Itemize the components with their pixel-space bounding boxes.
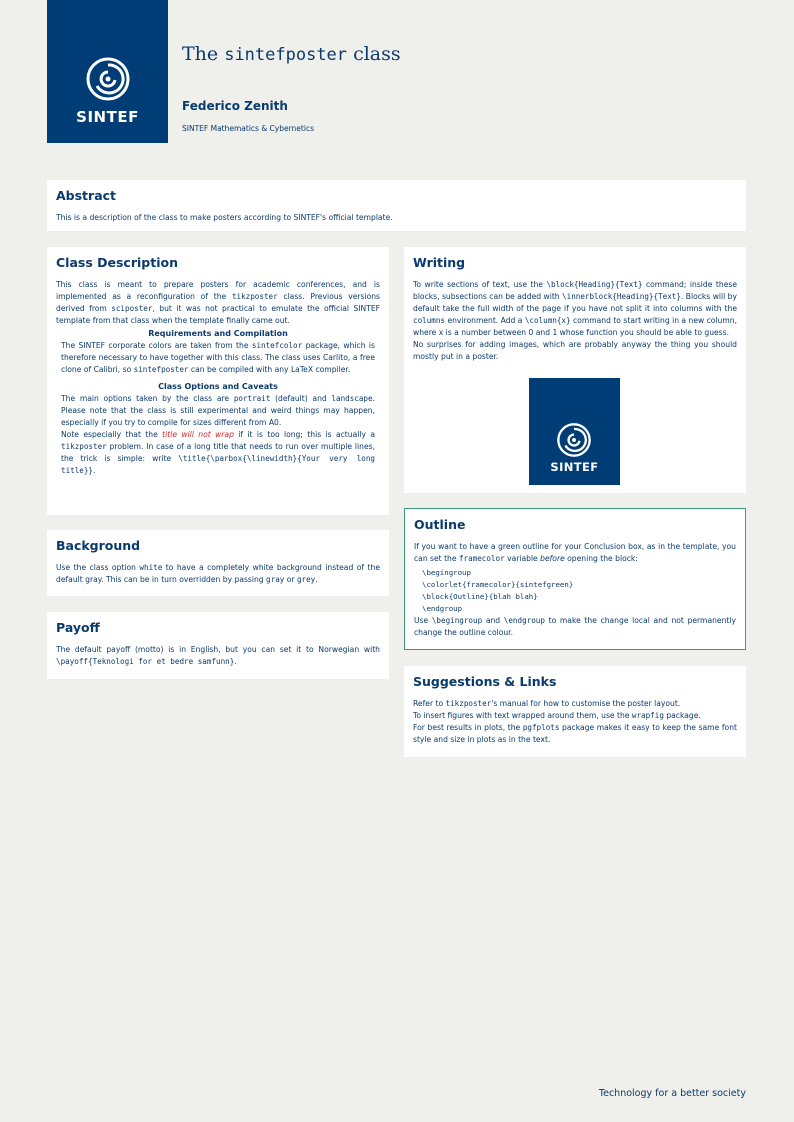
payoff-heading: Payoff bbox=[56, 620, 100, 635]
class-description-intro: This class is meant to prepare posters for academic conferences, and is implemented as a reconfiguration of the tikzposter class. Previous versions derived from sciposter, but it was not practical to emulate the official SINTEF template from that class when the template finally came out. bbox=[56, 280, 381, 325]
outline-code-line: \begingroup bbox=[422, 568, 471, 577]
outline-text: If you want to have a green outline for your Conclusion box, as in the template, you can set the framecolor variable before opening the block: bbox=[414, 542, 736, 563]
sintef-logo-panel bbox=[47, 0, 168, 143]
outline-block bbox=[404, 508, 746, 650]
title-prefix: The bbox=[182, 43, 219, 65]
requirements-subheading: Requirements and Compilation bbox=[148, 329, 288, 338]
author-institute: SINTEF Mathematics & Cybernetics bbox=[182, 124, 314, 133]
outline-code-line: \colorlet{framecolor}{sintefgreen} bbox=[422, 580, 574, 589]
title-wrap-note: Note especially that the title will not wrap if it is too long; this is actually a tikzposter problem. In case of a long title that needs to run over multiple lines, the trick is simple: write \title{\parbox{\linewidth}{Your very long title}}. bbox=[61, 430, 375, 475]
options-text: The main options taken by the class are portrait (default) and landscape. Please note that the class is still experimental and weird things may happen, especially if you try to compile for sizes different from A0. bbox=[61, 394, 375, 427]
logo-wordmark: SINTEF bbox=[76, 108, 139, 126]
writing-text: To write sections of text, use the \block{Heading}{Text} command; inside these blocks, subsections can be added with \innerblock{Heading}{Text}. Blocks will by default take the full width of the page if you have not split it into columns with the columns environment. Add a \column{x} command to start writing in a new column, where x is a number between 0 and 1 whose function you should be able to guess. bbox=[413, 280, 737, 337]
title-suffix: class bbox=[353, 43, 401, 65]
outline-scope-note: Use \begingroup and \endgroup to make the change local and not permanently change the outline colour. bbox=[414, 616, 736, 637]
suggestion-item: To insert figures with text wrapped around them, use the wrapfig package. bbox=[413, 711, 701, 720]
abstract-heading: Abstract bbox=[56, 188, 117, 203]
options-subheading: Class Options and Caveats bbox=[158, 382, 278, 391]
outline-code-line: \endgroup bbox=[422, 604, 463, 613]
suggestions-block bbox=[404, 666, 746, 757]
writing-images-note: No surprises for adding images, which are probably anyway the thing you should mostly put in a poster. bbox=[413, 340, 737, 361]
sintef-symbol-icon bbox=[85, 56, 131, 102]
suggestion-item: For best results in plots, the pgfplots package makes it easy to keep the same font style and size in plots as in the text. bbox=[413, 723, 737, 744]
payoff-text: The default payoff (motto) is in English, but you can set it to Norwegian with \payoff{Teknologi for et bedre samfunn}. bbox=[56, 645, 380, 666]
suggestion-item: Refer to tikzposter's manual for how to customise the poster layout. bbox=[413, 699, 681, 708]
logo-wordmark: SINTEF bbox=[550, 460, 599, 474]
sintef-logo-image bbox=[529, 378, 620, 485]
writing-heading: Writing bbox=[413, 255, 466, 270]
class-description-heading: Class Description bbox=[56, 255, 178, 270]
writing-block bbox=[404, 247, 746, 493]
background-text: Use the class option white to have a completely white background instead of the default gray. This can be in turn overridden by passing gray or grey. bbox=[56, 563, 381, 584]
outline-heading: Outline bbox=[414, 517, 466, 532]
abstract-block bbox=[47, 180, 746, 231]
poster-title bbox=[182, 43, 401, 65]
abstract-text: This is a description of the class to make posters according to SINTEF's official template. bbox=[56, 213, 393, 222]
payoff-block bbox=[47, 612, 389, 679]
background-block bbox=[47, 530, 389, 596]
class-description-block bbox=[47, 247, 389, 515]
sintef-symbol-icon bbox=[556, 422, 592, 458]
background-heading: Background bbox=[56, 538, 141, 553]
title-class-name: sintefposter bbox=[224, 45, 348, 65]
author-name: Federico Zenith bbox=[182, 99, 288, 113]
footer-tagline: Technology for a better society bbox=[598, 1088, 746, 1099]
suggestions-heading: Suggestions & Links bbox=[413, 674, 557, 689]
requirements-text: The SINTEF corporate colors are taken from the sintefcolor package, which is therefore necessary to have together with this class. The class uses Carlito, a free clone of Calibri, so sintefposter can be compiled with any LaTeX compiler. bbox=[61, 341, 375, 374]
outline-code-line: \block{Outline}{blah blah} bbox=[422, 592, 538, 601]
